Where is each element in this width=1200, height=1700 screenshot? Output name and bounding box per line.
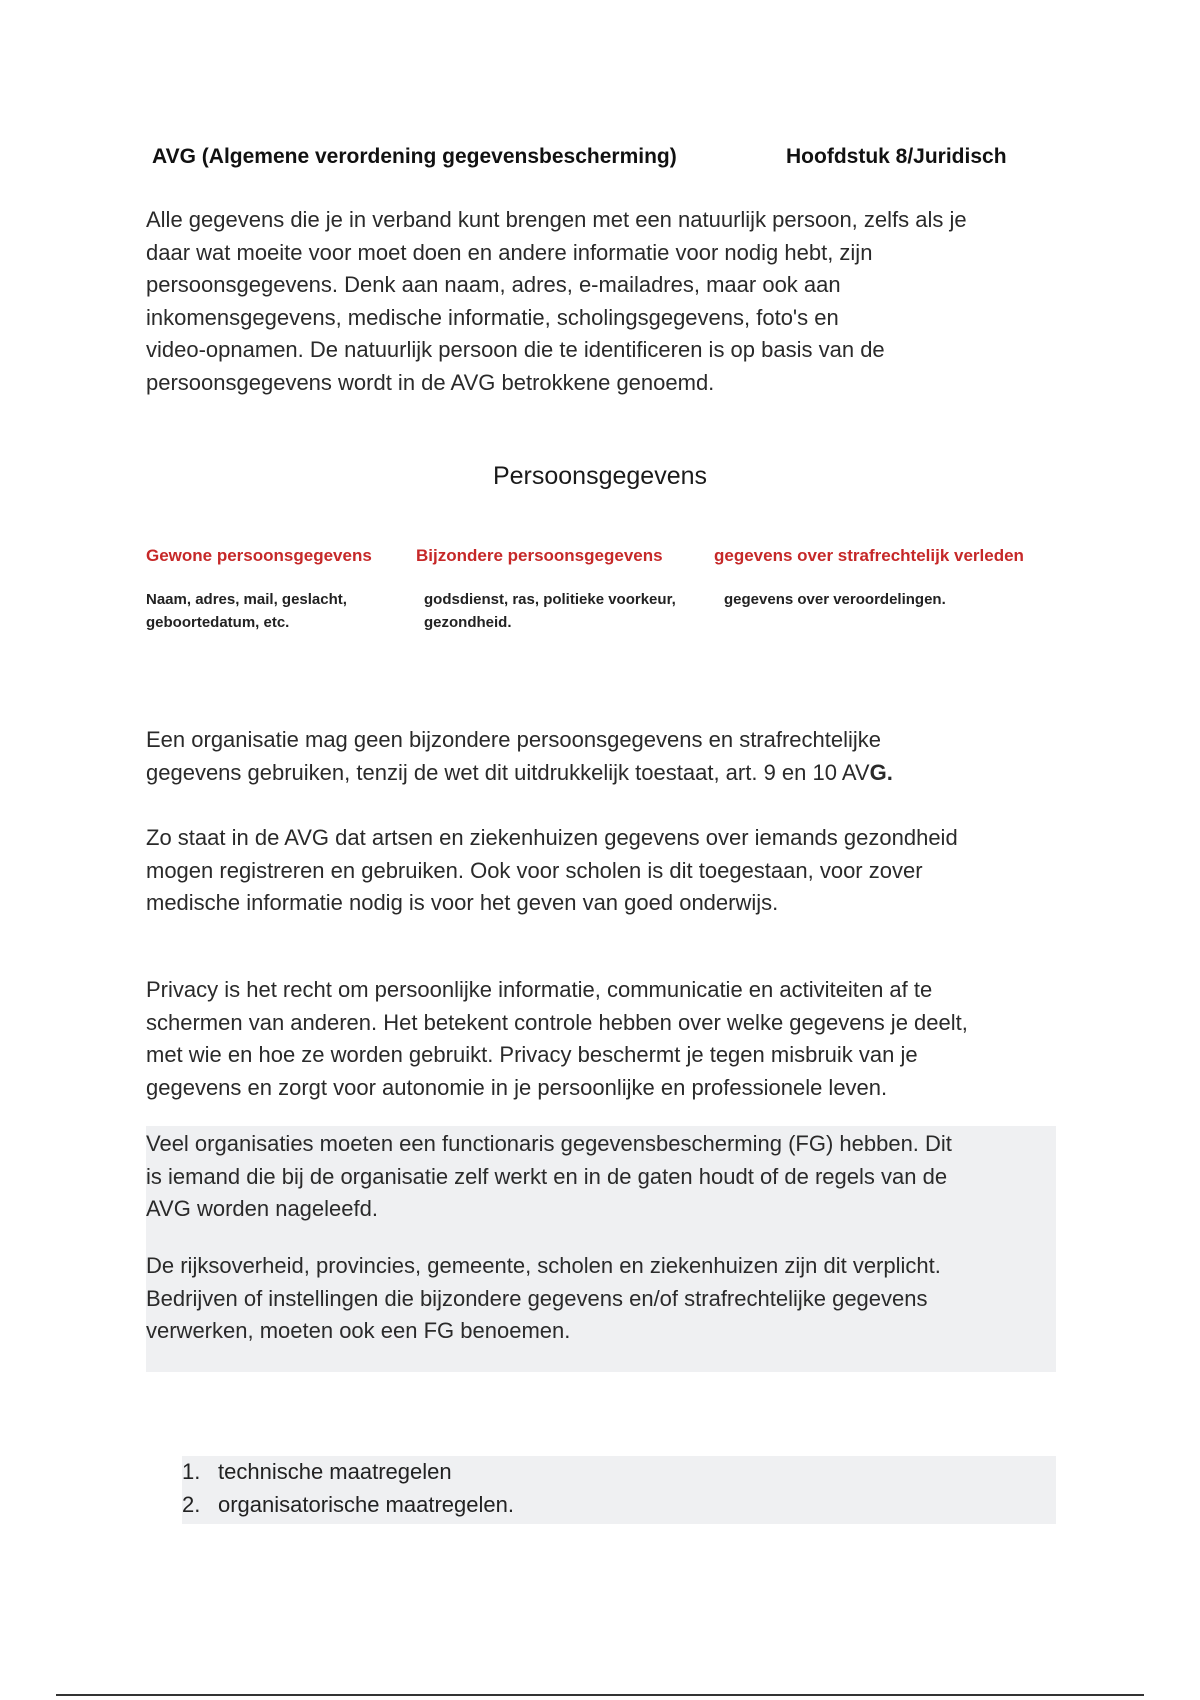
category-label-special: Bijzondere persoonsgegevens — [416, 546, 663, 565]
paragraph-line: gegevens en zorgt voor autonomie in je persoonlijke en professionele leven. — [146, 1074, 888, 1100]
paragraph-line: Veel organisaties moeten een functionaris gegevensbescherming (FG) hebben. Dit — [146, 1131, 952, 1156]
list-number: 1. — [182, 1459, 201, 1484]
paragraph-line: daar wat moeite voor moet doen en andere informatie voor nodig hebt, zijn — [146, 239, 873, 265]
chapter-label: Hoofdstuk 8/Juridisch — [786, 145, 1007, 168]
privacy-paragraph — [146, 974, 1076, 1104]
list-number: 2. — [182, 1491, 201, 1517]
paragraph-line: medische informatie nodig is voor het geven van goed onderwijs. — [146, 890, 779, 915]
measures-list — [182, 1456, 1056, 1521]
paragraph-line — [146, 757, 1076, 790]
paragraph-line: is iemand die bij de organisatie zelf werkt en in de gaten houdt of de regels van de — [146, 1163, 948, 1189]
list-text: organisatorische maatregelen. — [218, 1491, 514, 1517]
desc-line: gegevens over veroordelingen. — [724, 591, 946, 608]
desc-line: Naam, adres, mail, geslacht, — [146, 591, 347, 608]
category-desc-ordinary — [146, 588, 347, 634]
intro-paragraph — [146, 204, 1076, 399]
desc-line: godsdienst, ras, politieke voorkeur, — [424, 591, 676, 608]
line-text: gegevens gebruiken, tenzij de wet dit uitdrukkelijk toestaat, art. 9 en 10 AV — [146, 759, 870, 785]
paragraph-line: Zo staat in de AVG dat artsen en ziekenhuizen gegevens over iemands gezondheid — [146, 825, 958, 850]
paragraph-line: AVG worden nageleefd. — [146, 1196, 378, 1221]
measures-list-box — [182, 1456, 1056, 1524]
paragraph-line: met wie en hoe ze worden gebruikt. Privacy beschermt je tegen misbruik van je — [146, 1042, 918, 1067]
paragraph-line: Alle gegevens die je in verband kunt brengen met een natuurlijk persoon, zelfs als je — [146, 207, 967, 232]
paragraph-line: Een organisatie mag geen bijzondere persoonsgegevens en strafrechtelijke — [146, 727, 882, 752]
list-item — [182, 1456, 1056, 1489]
category-desc-criminal — [724, 588, 946, 611]
paragraph-line: verwerken, moeten ook een FG benoemen. — [146, 1318, 571, 1343]
fg-paragraph-2 — [146, 1250, 1076, 1348]
paragraph-line: persoonsgegevens. Denk aan naam, adres, e-mailadres, maar ook aan — [146, 272, 841, 297]
paragraph-line: schermen van anderen. Het betekent controle hebben over welke gegevens je deelt, — [146, 1009, 968, 1035]
fg-paragraph-1 — [146, 1128, 1076, 1226]
list-item — [182, 1489, 1056, 1522]
desc-line: geboortedatum, etc. — [146, 614, 290, 631]
category-label-ordinary: Gewone persoonsgegevens — [146, 546, 372, 565]
paragraph-line: Privacy is het recht om persoonlijke informatie, communicatie en activiteiten af te — [146, 977, 933, 1002]
restriction-paragraph — [146, 724, 1076, 789]
paragraph-line: persoonsgegevens wordt in de AVG betrokkene genoemd. — [146, 369, 715, 395]
desc-line: gezondheid. — [424, 614, 512, 631]
paragraph-line: video-opnamen. De natuurlijk persoon die te identificeren is op basis van de — [146, 337, 885, 362]
category-desc-special — [424, 588, 676, 634]
category-label-criminal: gegevens over strafrechtelijk verleden — [714, 546, 1024, 565]
medical-paragraph — [146, 822, 1076, 920]
paragraph-line: mogen registreren en gebruiken. Ook voor scholen is dit toegestaan, voor zover — [146, 857, 923, 883]
paragraph-line: De rijksoverheid, provincies, gemeente, scholen en ziekenhuizen zijn dit verplicht. — [146, 1253, 941, 1278]
list-text: technische maatregelen — [218, 1459, 452, 1484]
paragraph-line: inkomensgegevens, medische informatie, scholingsgegevens, foto's en — [146, 304, 839, 330]
section-title: Persoonsgegevens — [492, 462, 708, 490]
bold-suffix: G. — [869, 759, 893, 785]
paragraph-line: Bedrijven of instellingen die bijzondere gegevens en/of strafrechtelijke gegevens — [146, 1285, 928, 1311]
bottom-divider — [56, 1694, 1144, 1696]
document-title: AVG (Algemene verordening gegevensbescherming) — [152, 145, 677, 168]
